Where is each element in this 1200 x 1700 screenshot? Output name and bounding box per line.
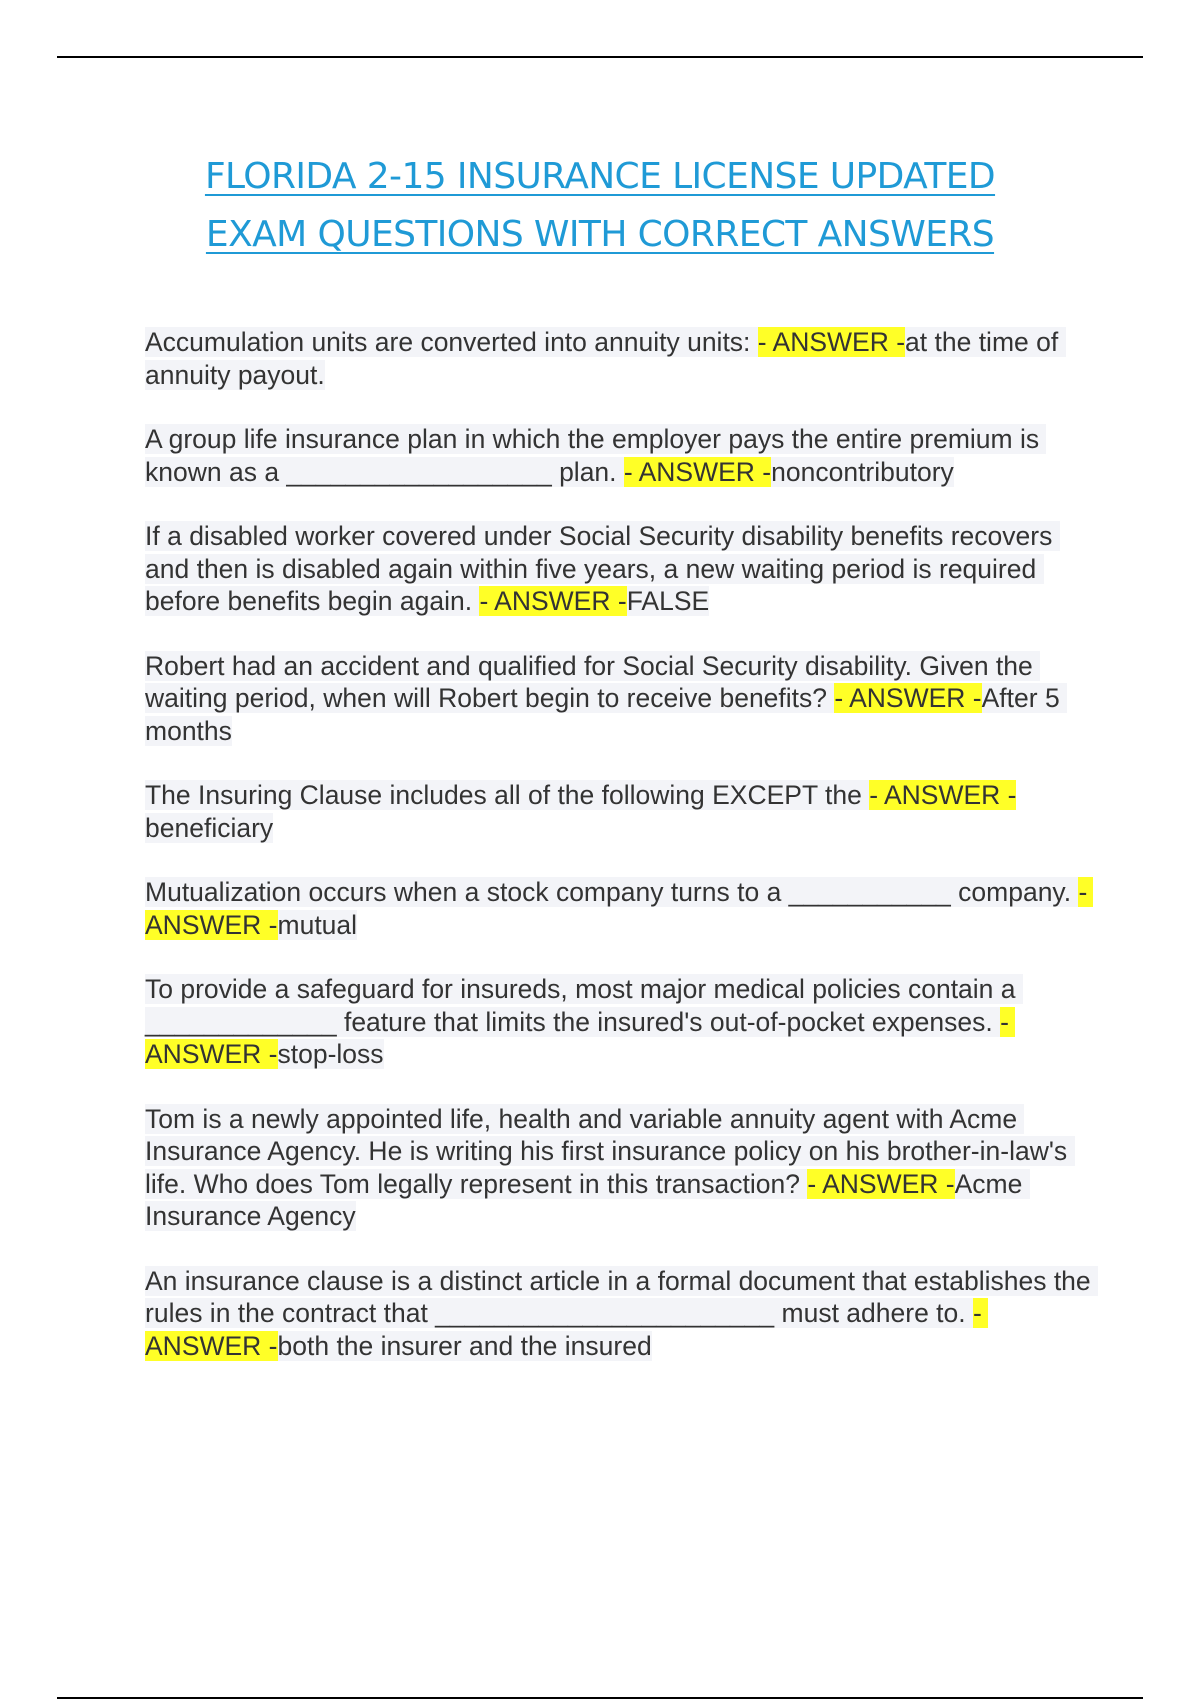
question-text: If a disabled worker covered under Social Security disability benefits recovers and then is disabled again within five years, a new waiting period is required before benefits begin again. (145, 521, 1060, 616)
answer-text: at the time of annuity payout. (145, 327, 1066, 390)
answer-text: FALSE (626, 586, 710, 616)
question-text: Mutualization occurs when a stock company turns to a ___________ company. (145, 877, 1079, 907)
question-text: Accumulation units are converted into annuity units: (145, 327, 758, 357)
qa-item (145, 423, 1095, 488)
answer-marker: - ANSWER - (479, 586, 627, 616)
question-text: To provide a safeguard for insureds, most major medical policies contain a _____________ feature that limits the insured's out-of-pocket expenses. (145, 974, 1023, 1037)
answer-text: After 5 months (145, 683, 1068, 746)
answer-text: noncontributory (771, 456, 954, 487)
question-text: An insurance clause is a distinct article in a formal document that establishes the rules in the contract that _______________________ must adhere to. (145, 1265, 1099, 1328)
document-title: FLORIDA 2-15 INSURANCE LICENSE UPDATED EXAM QUESTIONS WITH CORRECT ANSWERS (204, 156, 996, 255)
answer-marker: - ANSWER - (145, 1298, 988, 1361)
answer-text: beneficiary (145, 812, 274, 843)
qa-item (145, 876, 1095, 941)
qa-item (145, 520, 1095, 618)
answer-marker: - ANSWER - (623, 456, 772, 487)
answer-marker: - ANSWER - (757, 327, 906, 357)
question-text: Tom is a newly appointed life, health and variable annuity agent with Acme Insurance Agency. He is writing his first insurance policy on his brother-in-law's life. Who does Tom legally represent in this transaction? (145, 1103, 1075, 1199)
question-text: The Insuring Clause includes all of the following EXCEPT the (145, 780, 870, 810)
answer-marker: - ANSWER - (807, 1168, 955, 1199)
answer-marker: - ANSWER - (145, 877, 1094, 940)
qa-item (145, 1103, 1095, 1233)
qa-item (145, 779, 1095, 844)
question-text: Robert had an accident and qualified for Social Security disability. Given the waiting period, when will Robert begin to receive benefits? (145, 650, 1041, 713)
question-text: A group life insurance plan in which the employer pays the entire premium is known as a __________________ plan. (145, 424, 1047, 487)
answer-text: stop-loss (277, 1039, 384, 1069)
answer-marker: - ANSWER - (145, 1006, 1015, 1069)
answer-text: both the insurer and the insured (277, 1330, 652, 1361)
qa-item (145, 973, 1095, 1071)
qa-item (145, 650, 1095, 748)
qa-item (145, 326, 1095, 391)
qa-item (145, 1265, 1099, 1363)
answer-text: Acme Insurance Agency (145, 1168, 1030, 1231)
answer-text: mutual (277, 909, 358, 940)
top-rule (57, 56, 1143, 58)
qa-list (145, 326, 1099, 1394)
answer-marker: - ANSWER - (869, 780, 1017, 810)
bottom-rule (57, 1697, 1143, 1699)
answer-marker: - ANSWER - (834, 683, 982, 713)
